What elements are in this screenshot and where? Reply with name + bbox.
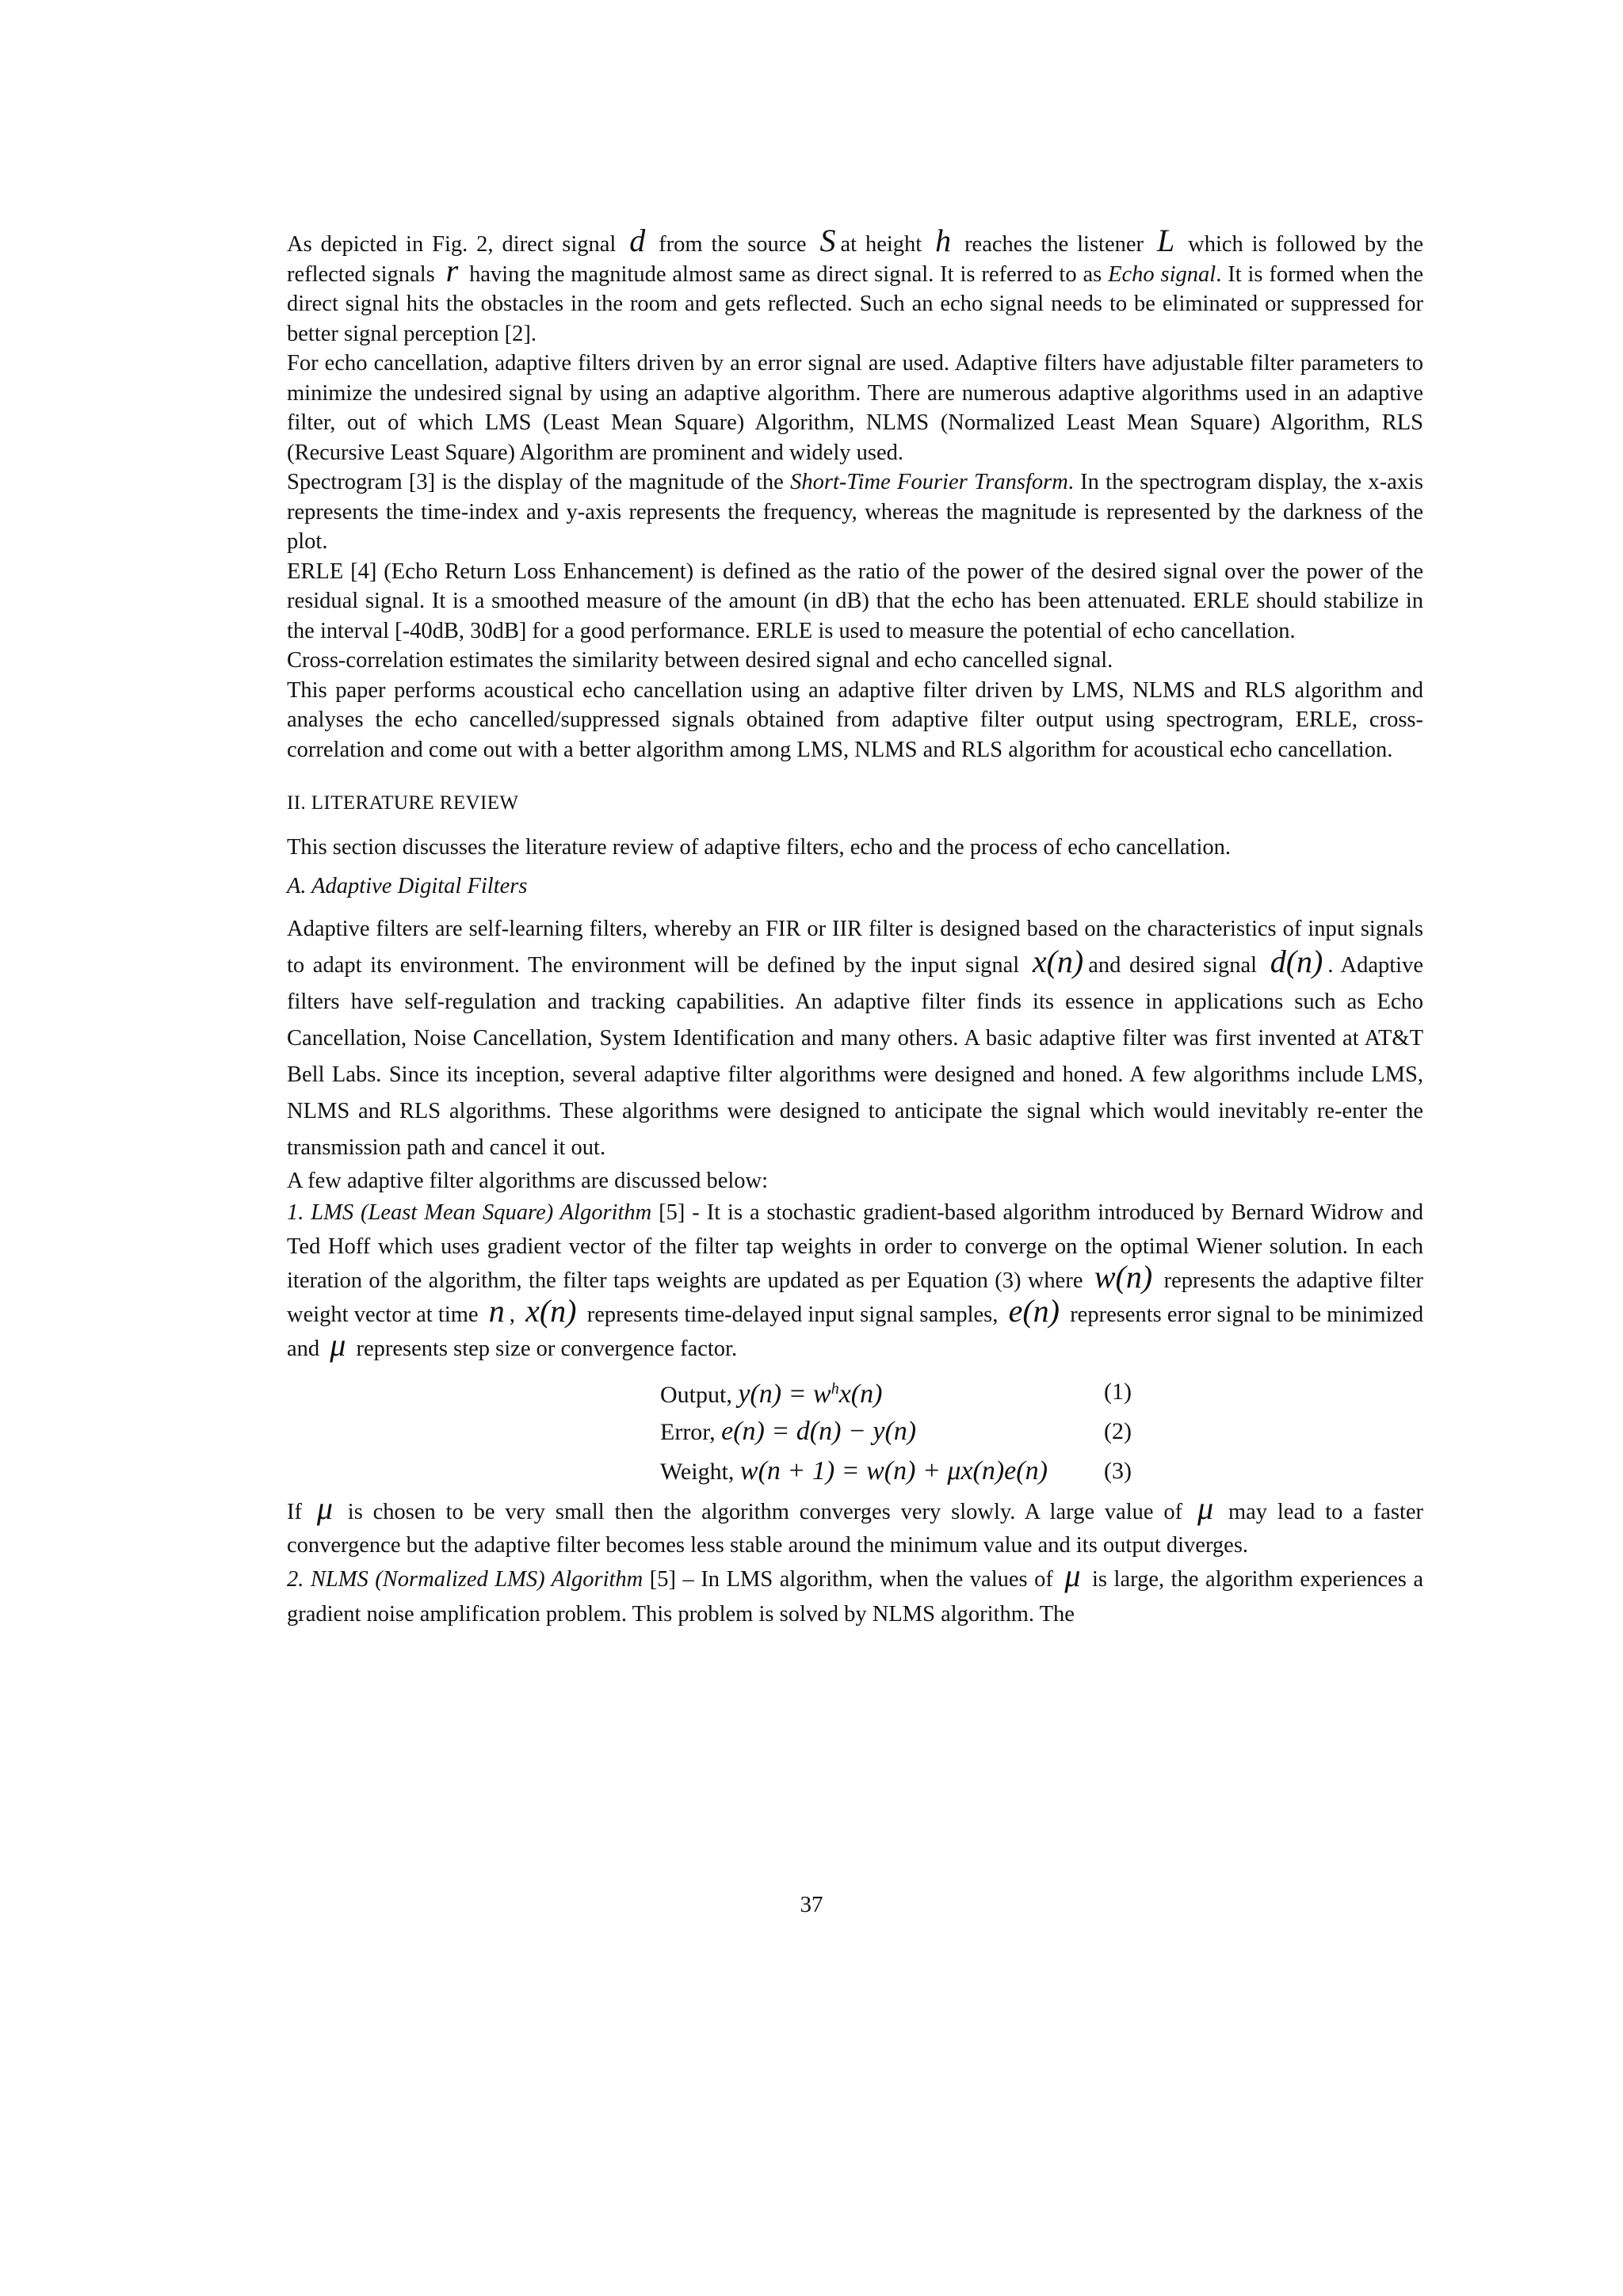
math-d: d [629, 223, 646, 258]
equation-label: Error, [660, 1418, 716, 1445]
equation-lhs: w(n + 1) = w(n) + μx(n)e(n) [739, 1455, 1048, 1486]
text: [5] – In LMS algorithm, when the values of [649, 1567, 1053, 1592]
text: . It is formed when the direct signal hits the obstacles in the room and gets reflected. Such an echo signal needs to be eliminated or suppressed for better signal perception [2]. [287, 261, 1424, 346]
text: Adaptive filters are self-learning filters, whereby an FIR or IIR filter is designed based on the characteristics of input signals to adapt its environment. The environment will be defined by the input signal [287, 916, 1423, 978]
text: , [509, 1302, 515, 1327]
paragraph-lms [287, 1196, 1423, 1366]
paper-page [287, 223, 1424, 1632]
page-number: 37 [800, 1892, 823, 1917]
math-s: S [819, 223, 836, 258]
paragraph-algorithms-intro: A few adaptive filter algorithms are discussed below: [287, 1168, 769, 1193]
subsection-heading: A. Adaptive Digital Filters [287, 874, 528, 898]
text: may lead to a faster convergence but the adaptive filter becomes less stable around the minimum value and its output diverges. [287, 1500, 1424, 1558]
math-e-of-n: e(n) [1008, 1293, 1060, 1329]
paragraph-step-size [287, 1490, 1424, 1562]
equation-rhs: x(n) [838, 1379, 883, 1409]
math-x-of-n: x(n) [1032, 943, 1084, 979]
equation-block [287, 1372, 1423, 1491]
math-d-of-n: d(n) [1270, 943, 1323, 979]
equation-superscript: h [831, 1379, 839, 1398]
paragraph-intro [287, 223, 1424, 349]
math-mu: μ [316, 1490, 333, 1526]
paragraph-spectrogram [287, 467, 1423, 557]
equation-label: Output, [660, 1381, 732, 1408]
term-echo-signal: Echo signal [1108, 261, 1216, 287]
text: which is followed by the reflected signals [287, 232, 1424, 287]
math-l: L [1156, 223, 1175, 258]
equation-number: (3) [1104, 1458, 1132, 1485]
math-r: r [445, 252, 459, 288]
equation-label: Weight, [660, 1458, 735, 1485]
paragraph-section-intro: This section discusses the literature review of adaptive filters, echo and the process of echo cancellation. [287, 834, 1232, 860]
equation-1 [287, 1372, 1423, 1412]
text: represents time-delayed input signal samples, [586, 1302, 999, 1327]
text: and desired signal [1088, 952, 1258, 978]
paragraph-cross-correlation: Cross-correlation estimates the similarity between desired signal and echo cancelled signal. [287, 648, 1113, 673]
math-n: n [488, 1293, 505, 1329]
math-x-of-n: x(n) [525, 1293, 577, 1329]
equation-number: (2) [1104, 1418, 1132, 1445]
equation-lhs: e(n) = d(n) − y(n) [721, 1416, 917, 1446]
math-mu: μ [1197, 1490, 1214, 1526]
text: at height [840, 232, 922, 257]
text: represents error signal to be minimized and [287, 1302, 1424, 1361]
text: [5] - It is a stochastic gradient-based algorithm introduced by Bernard Widrow and Ted Hoff which uses gradient vector of the filter tap weights in order to converge on the optimal Wiener solution. In each iteration of the algorithm, the filter taps weights are updated as per Equation (3) where [287, 1200, 1423, 1293]
text: As depicted in Fig. 2, direct signal [287, 232, 617, 257]
text: . Adaptive filters have self-regulation and tracking capabilities. An adaptive filter finds its essence in applications such as Echo Cancellation, Noise Cancellation, System Identification and many others. A basic adaptive filter was first invented at AT&T Bell Labs. Since its inception, several adaptive filter algorithms were designed and honed. A few algorithms include LMS, NLMS and RLS algorithms. These algorithms were designed to anticipate the signal which would inevitably re-enter the transmission path and cancel it out. [287, 952, 1423, 1160]
lms-title: 1. LMS (Least Mean Square) Algorithm [287, 1200, 652, 1225]
text: represents step size or convergence factor. [356, 1337, 738, 1361]
paragraph-paper-scope: This paper performs acoustical echo cancellation using an adaptive filter driven by LMS, NLMS and RLS algorithm and analyses the echo cancelled/suppressed signals obtained from adaptive filter output using spectrogram, ERLE, cross-correlation and come out with a better algorithm among LMS, NLMS and RLS algorithm for acoustical echo cancellation. [287, 677, 1423, 762]
paragraph-adaptive-filters [287, 911, 1423, 1166]
section-heading: II. LITERATURE REVIEW [287, 792, 519, 814]
equation-2 [287, 1412, 1423, 1451]
paragraph-erle: ERLE [4] (Echo Return Loss Enhancement) is defined as the ratio of the power of the desired signal over the power of the residual signal. It is a smoothed measure of the amount (in dB) that the echo has been attenuated. ERLE should stabilize in the interval [-40dB, 30dB] for a good performance. ERLE is used to measure the potential of echo cancellation. [287, 559, 1423, 643]
text: . In the spectrogram display, the x-axis represents the time-index and y-axis represents the frequency, whereas the magnitude is represented by the darkness of the plot. [287, 470, 1423, 554]
math-mu: μ [330, 1327, 346, 1363]
math-w-of-n: w(n) [1094, 1259, 1153, 1295]
text: reaches the listener [964, 232, 1144, 257]
text: having the magnitude almost same as direct signal. It is referred to as [469, 261, 1102, 287]
text: from the source [659, 232, 807, 257]
nlms-title: 2. NLMS (Normalized LMS) Algorithm [287, 1567, 643, 1592]
text: is large, the algorithm experiences a gradient noise amplification problem. This problem is solved by NLMS algorithm. The [287, 1567, 1424, 1627]
paragraph-echo-cancellation: For echo cancellation, adaptive filters driven by an error signal are used. Adaptive filters have adjustable filter parameters to minimize the undesired signal by using an adaptive algorithm. There are numerous adaptive algorithms used in an adaptive filter, out of which LMS (Least Mean Square) Algorithm, NLMS (Normalized Least Mean Square) Algorithm, RLS (Recursive Least Square) Algorithm are prominent and widely used. [287, 351, 1423, 465]
text: represents the adaptive filter weight vector at time [287, 1268, 1424, 1327]
equation-number: (1) [1104, 1379, 1132, 1405]
term-stft: Short-Time Fourier Transform [790, 470, 1068, 494]
math-h: h [935, 223, 952, 258]
equation-lhs: y(n) = w [738, 1379, 831, 1409]
text: is chosen to be very small then the algorithm converges very slowly. A large value of [347, 1500, 1183, 1524]
math-mu: μ [1064, 1558, 1081, 1593]
equation-3 [287, 1451, 1423, 1491]
text: Spectrogram [3] is the display of the magnitude of the [287, 470, 784, 494]
paragraph-nlms [287, 1558, 1424, 1632]
text: If [287, 1500, 302, 1524]
